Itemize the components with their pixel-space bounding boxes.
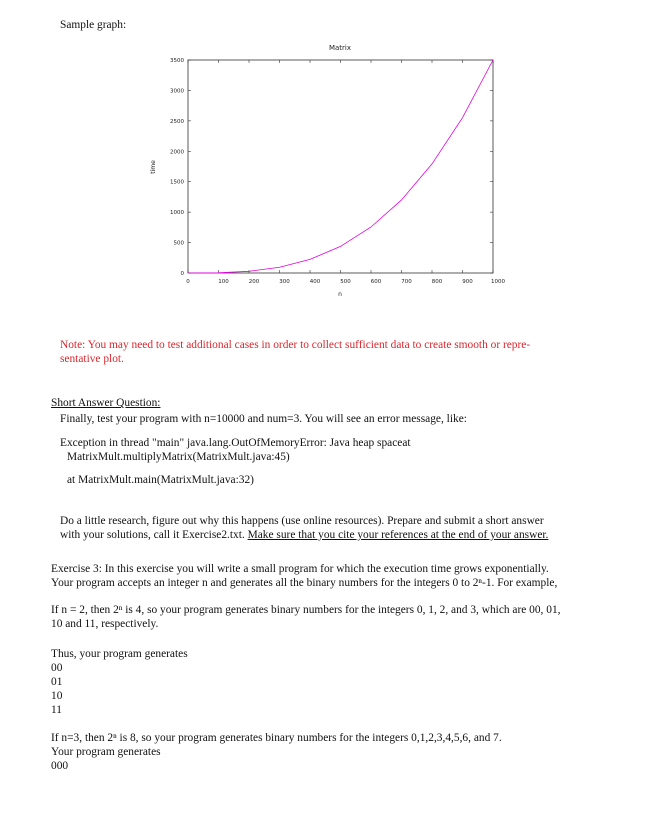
exercise3-line-6: Your program generates [51,746,161,758]
y-tick-label: 1000 [170,210,184,217]
exercise3-line-5: If n=3, then 2ⁿ is 8, so your program generates binary numbers for the integers 0,1,2,3,4,5,6, and 7. [51,732,502,744]
x-tick-label: 300 [279,279,290,285]
x-axis-label: n [338,291,342,298]
series-line-matrix [188,60,493,273]
short-answer-instruction: Finally, test your program with n=10000 and num=3. You will see an error message, like: [60,413,467,425]
exception-line-1: Exception in thread "main" java.lang.OutOfMemoryError: Java heap spaceat [60,437,411,449]
exercise3-line-4: 10 and 11, respectively. [51,618,159,630]
chart-title: Matrix [328,44,352,52]
plot-frame [188,60,493,273]
research-line-2-text: with your solutions, call it Exercise2.txt. [60,529,248,541]
research-line-1: Do a little research, figure out why this happens (use online resources). Prepare and submit a short answer [60,515,544,527]
exercise3-line-1: Exercise 3: In this exercise you will write a small program for which the execution time grows exponentially. [51,563,549,575]
output-line: 00 [51,662,63,674]
y-axis-label: time [150,160,157,174]
exercise3-line-2: Your program accepts an integer n and generates all the binary numbers for the integers 0 to 2ⁿ-1. For example, [51,577,558,589]
exercise3-line-3: If n = 2, then 2ⁿ is 4, so your program generates binary numbers for the integers 0, 1, 2, and 3, which are 00, 01, [51,604,561,616]
note-line-2: sentative plot. [60,353,124,365]
matrix-chart [0,0,654,320]
x-tick-label: 200 [248,279,260,285]
output-line: 01 [51,676,63,688]
thus-label: Thus, your program generates [51,648,188,660]
y-tick-label: 2500 [170,118,184,125]
y-tick-label: 0 [180,271,184,277]
x-tick-label: 400 [309,279,321,285]
x-tick-label: 0 [186,279,190,285]
y-tick-label: 2000 [170,149,184,156]
x-tick-label: 1000 [491,279,505,285]
y-tick-label: 500 [173,240,184,247]
x-tick-label: 600 [370,279,382,285]
exception-line-2: MatrixMult.multiplyMatrix(MatrixMult.java:45) [67,451,290,463]
x-tick-label: 100 [218,279,229,285]
y-tick-label: 3000 [170,88,184,95]
cite-references-note: Make sure that you cite your references at the end of your answer. [247,529,549,541]
output-line: 10 [51,690,63,702]
y-tick-label: 1500 [170,179,184,186]
note-line-1: Note: You may need to test additional cases in order to collect sufficient data to create smooth or repre- [60,339,531,351]
x-tick-label: 500 [340,279,351,285]
research-line-2 [60,529,548,542]
output-line: 000 [51,760,69,772]
x-tick-label: 700 [401,279,412,285]
output-line: 11 [51,704,62,716]
y-tick-label: 3500 [170,58,184,64]
exception-line-3: at MatrixMult.main(MatrixMult.java:32) [67,474,254,486]
sample-graph-label: Sample graph: [60,19,127,31]
x-tick-label: 800 [431,279,443,285]
short-answer-heading: Short Answer Question: [51,397,161,409]
x-tick-label: 900 [462,279,473,285]
